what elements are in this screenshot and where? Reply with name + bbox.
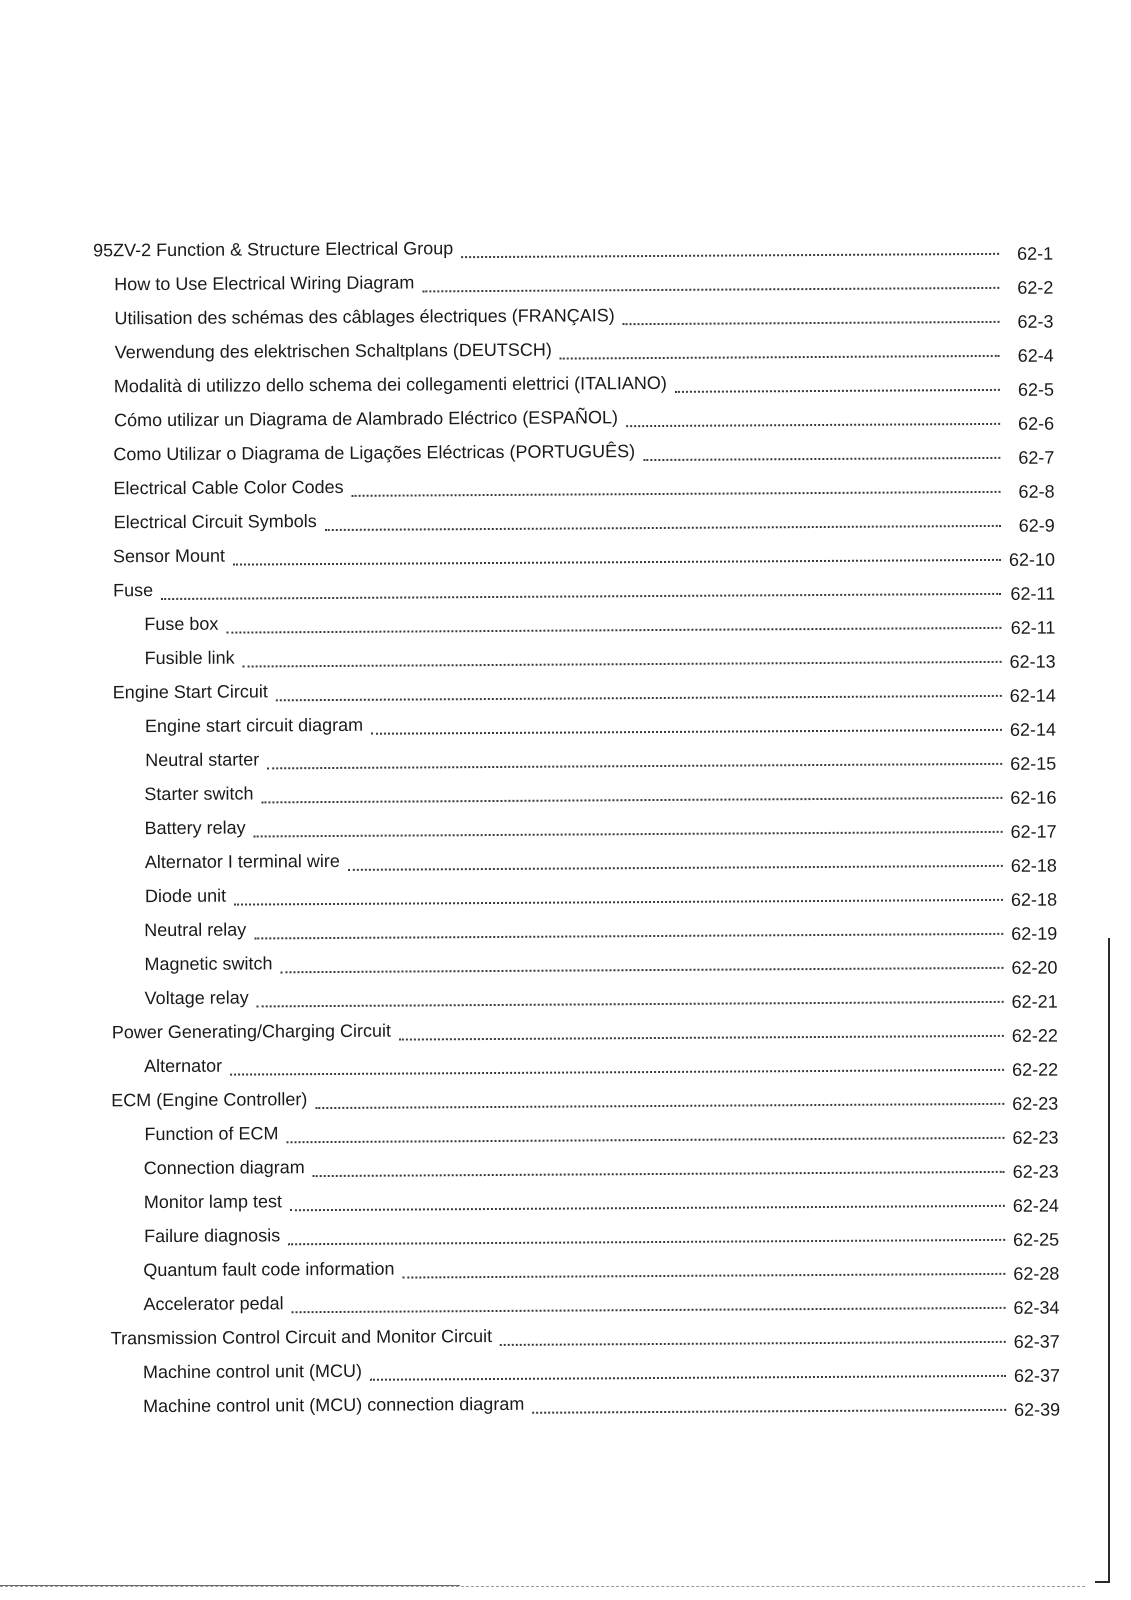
toc-entry-title: Function of ECM — [144, 1123, 279, 1145]
toc-leader-dots — [352, 491, 1001, 497]
toc-leader-dots — [233, 559, 1001, 566]
toc-entry — [143, 1390, 1060, 1420]
toc-leader-dots — [267, 763, 1002, 769]
toc-entry — [111, 1322, 1060, 1352]
toc-entry-title: Verwendung des elektrischen Schaltplans (DEUTSCH) — [114, 339, 552, 363]
toc-entry-page: 62-2 — [1017, 277, 1054, 298]
toc-entry-title: Electrical Circuit Symbols — [113, 511, 317, 533]
toc-leader-dots — [243, 661, 1002, 668]
toc-entry — [114, 268, 1053, 298]
toc-entry — [144, 1050, 1058, 1080]
toc-entry-title: Transmission Control Circuit and Monitor Circuit — [110, 1326, 493, 1349]
toc-entry-page: 62-19 — [1011, 923, 1058, 944]
toc-entry-page: 62-8 — [1018, 481, 1055, 502]
table-of-contents — [0, 233, 1131, 1420]
toc-entry-page: 62-18 — [1010, 889, 1058, 910]
toc-leader-dots — [161, 593, 1001, 600]
toc-entry — [145, 880, 1057, 910]
toc-entry-title: Machine control unit (MCU) — [142, 1360, 363, 1383]
toc-entry — [113, 472, 1054, 502]
toc-entry-page: 62-39 — [1014, 1399, 1061, 1420]
toc-entry-title: Engine Start Circuit — [112, 681, 268, 703]
toc-leader-dots — [288, 1239, 1005, 1245]
toc-entry-title: Neutral starter — [145, 749, 260, 771]
toc-entry-page: 62-21 — [1011, 991, 1058, 1012]
toc-leader-dots — [281, 967, 1004, 973]
toc-entry-page: 62-3 — [1017, 311, 1054, 332]
toc-entry-title: Neutral relay — [144, 919, 247, 941]
toc-entry — [145, 846, 1057, 876]
toc-leader-dots — [290, 1205, 1005, 1211]
toc-entry-page: 62-14 — [1009, 719, 1057, 740]
toc-entry-page: 62-6 — [1018, 413, 1055, 434]
toc-entry — [143, 1254, 1059, 1284]
toc-entry-page: 62-23 — [1012, 1127, 1059, 1148]
toc-entry-title: Machine control unit (MCU) connection diagram — [143, 1393, 525, 1417]
toc-entry — [145, 812, 1057, 842]
toc-entry-page: 62-23 — [1012, 1093, 1059, 1114]
toc-entry — [115, 336, 1054, 366]
toc-entry-page: 62-23 — [1012, 1161, 1059, 1182]
toc-entry — [112, 1016, 1058, 1046]
toc-leader-dots — [371, 729, 1002, 735]
toc-entry — [113, 438, 1054, 468]
toc-entry-title: Power Generating/Charging Circuit — [111, 1020, 392, 1043]
toc-leader-dots — [226, 627, 1001, 634]
toc-entry-title: Voltage relay — [144, 987, 249, 1009]
toc-leader-dots — [532, 1409, 1006, 1414]
toc-leader-dots — [461, 253, 999, 258]
toc-leader-dots — [276, 695, 1002, 701]
toc-entry-page: 62-22 — [1011, 1025, 1058, 1046]
toc-entry-page: 62-37 — [1013, 1331, 1060, 1352]
toc-entry — [144, 914, 1057, 944]
toc-entry-title: Magnetic switch — [144, 953, 273, 975]
toc-entry-page: 62-20 — [1011, 957, 1058, 978]
toc-entry-page: 62-15 — [1010, 753, 1057, 774]
toc-entry — [145, 982, 1058, 1012]
toc-entry — [93, 234, 1053, 264]
toc-entry — [114, 370, 1054, 400]
toc-entry-title: Fuse — [113, 580, 154, 601]
toc-leader-dots — [315, 1103, 1004, 1109]
toc-leader-dots — [422, 287, 999, 293]
toc-leader-dots — [254, 831, 1003, 838]
toc-entry-page: 62-4 — [1017, 345, 1054, 366]
toc-entry — [114, 302, 1053, 332]
toc-leader-dots — [292, 1307, 1006, 1313]
scan-edge-bottom-shadow — [0, 1585, 460, 1586]
toc-entry-page: 62-5 — [1017, 379, 1054, 400]
toc-entry-page: 62-11 — [1010, 617, 1056, 638]
toc-entry-page: 62-34 — [1013, 1297, 1060, 1318]
toc-leader-dots — [643, 457, 1000, 461]
toc-entry-title: Modalità di utilizzo dello schema dei collegamenti elettrici (ITALIANO) — [113, 372, 667, 397]
toc-entry-title: Diode unit — [144, 885, 227, 907]
toc-entry-page: 62-37 — [1013, 1365, 1061, 1386]
toc-entry — [113, 574, 1055, 604]
toc-entry-page: 62-11 — [1010, 583, 1056, 604]
toc-entry-title: ECM (Engine Controller) — [111, 1089, 308, 1111]
toc-entry-page: 62-24 — [1012, 1195, 1059, 1216]
toc-entry-title: Monitor lamp test — [143, 1191, 283, 1213]
toc-entry — [113, 540, 1055, 570]
toc-leader-dots — [254, 933, 1003, 940]
toc-entry-page: 62-1 — [1017, 243, 1054, 264]
toc-entry-page: 62-22 — [1011, 1059, 1059, 1080]
toc-entry — [145, 710, 1056, 740]
toc-entry-page: 62-28 — [1013, 1263, 1060, 1284]
toc-entry — [144, 1186, 1059, 1216]
toc-entry-page: 62-16 — [1010, 787, 1057, 808]
toc-leader-dots — [348, 865, 1003, 871]
toc-entry — [144, 1118, 1058, 1148]
toc-entry-page: 62-9 — [1018, 515, 1055, 536]
toc-entry-page: 62-13 — [1009, 651, 1056, 672]
toc-entry — [144, 778, 1056, 808]
toc-leader-dots — [234, 899, 1003, 906]
toc-entry-title: Engine start circuit diagram — [144, 714, 364, 737]
toc-entry-title: Alternator — [143, 1055, 223, 1077]
toc-entry-page: 62-7 — [1018, 447, 1055, 468]
toc-entry-title: Electrical Cable Color Codes — [113, 476, 344, 499]
toc-entry-title: Connection diagram — [143, 1157, 305, 1179]
toc-entry-title: Fuse box — [144, 613, 219, 635]
toc-entry — [143, 1356, 1060, 1386]
toc-leader-dots — [402, 1273, 1005, 1279]
toc-entry-title: Accelerator pedal — [143, 1293, 284, 1315]
toc-entry-title: Alternator I terminal wire — [144, 850, 340, 873]
toc-leader-dots — [313, 1171, 1005, 1177]
toc-entry-page: 62-18 — [1010, 855, 1057, 876]
toc-entry-title: Starter switch — [144, 783, 254, 805]
toc-entry-page: 62-17 — [1010, 821, 1057, 842]
toc-entry-title: 95ZV-2 Function & Structure Electrical Group — [93, 238, 454, 261]
toc-leader-dots — [325, 525, 1001, 531]
toc-entry — [144, 948, 1057, 978]
toc-entry — [144, 1152, 1059, 1182]
toc-entry — [111, 1084, 1058, 1114]
toc-entry-title: Cómo utilizar un Diagrama de Alambrado Eléctrico (ESPAÑOL) — [114, 407, 619, 431]
toc-leader-dots — [560, 355, 1000, 360]
toc-leader-dots — [675, 389, 1000, 393]
toc-leader-dots — [623, 321, 1000, 325]
toc-entry-title: Como Utilizar o Diagrama de Ligações Eléctricas (PORTUGUÊS) — [113, 441, 636, 465]
toc-leader-dots — [257, 1001, 1004, 1008]
toc-entry — [113, 676, 1056, 706]
toc-entry — [144, 1220, 1059, 1250]
scan-edge-bottom-line — [0, 1586, 1085, 1587]
toc-leader-dots — [399, 1035, 1004, 1041]
toc-entry-title: Quantum fault code information — [143, 1258, 395, 1281]
toc-leader-dots — [261, 797, 1002, 804]
toc-entry — [143, 1288, 1059, 1318]
scan-edge-corner-mark — [1095, 1581, 1109, 1583]
toc-entry-page: 62-10 — [1008, 549, 1056, 570]
toc-entry-page: 62-14 — [1009, 685, 1056, 706]
toc-entry — [144, 608, 1055, 638]
toc-entry-title: Battery relay — [144, 817, 246, 839]
toc-entry — [114, 506, 1055, 536]
toc-entry — [145, 744, 1056, 774]
toc-entry-page: 62-25 — [1013, 1229, 1060, 1250]
scan-edge-right-line — [1108, 938, 1110, 1583]
toc-leader-dots — [626, 423, 1000, 427]
toc-entry-title: Utilisation des schémas des câblages électriques (FRANÇAIS) — [114, 305, 615, 329]
toc-entry — [114, 404, 1054, 434]
toc-entry-title: Fusible link — [144, 647, 235, 669]
toc-leader-dots — [370, 1375, 1006, 1381]
toc-leader-dots — [230, 1069, 1004, 1076]
toc-entry-title: How to Use Electrical Wiring Diagram — [114, 272, 415, 295]
toc-entry — [144, 642, 1055, 672]
toc-entry-title: Failure diagnosis — [144, 1225, 281, 1247]
toc-entry-title: Sensor Mount — [112, 545, 226, 567]
toc-leader-dots — [287, 1137, 1005, 1143]
toc-leader-dots — [500, 1341, 1006, 1346]
